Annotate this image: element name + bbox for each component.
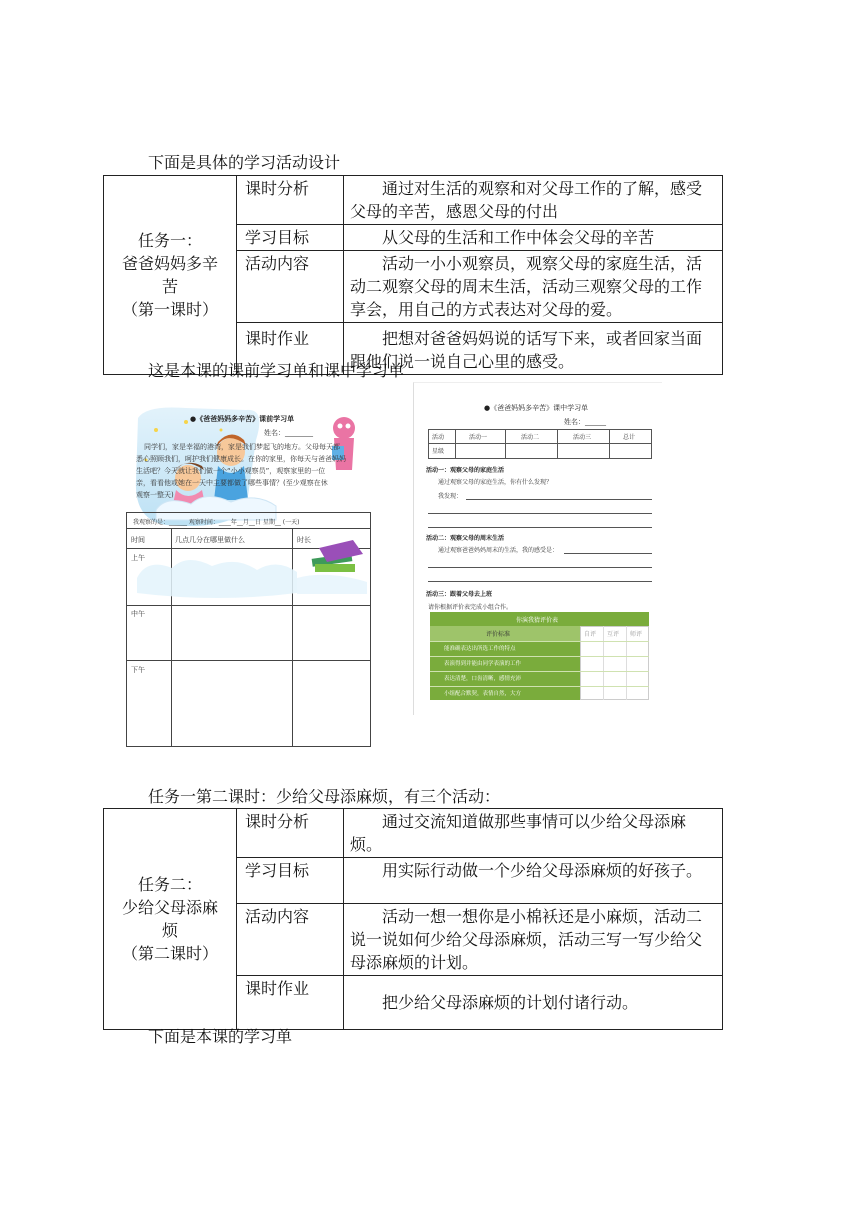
pre-class-worksheet — [126, 400, 370, 746]
grid-cell: 活动三 — [573, 434, 592, 441]
grid-cell: 活动二 — [521, 434, 540, 441]
activity1-question: 通过观察父母的家庭生活，你有什么发现？ — [438, 479, 553, 486]
eval-header: 师评 — [630, 631, 643, 638]
row-content: 用实际行动做一个少给父母添麻烦的好孩子。 — [344, 858, 723, 904]
eval-header: 自评 — [584, 631, 597, 638]
row-label: 学习目标 — [237, 225, 344, 251]
grid-cell: 星级 — [432, 448, 445, 455]
eval-header: 互评 — [607, 631, 620, 638]
col-duration: 时长 — [297, 536, 311, 544]
task-name-line1: 少给父母添麻 — [121, 898, 218, 917]
row-label: 活动内容 — [237, 904, 344, 976]
cloud-decoration — [127, 538, 370, 618]
grid-cell: 总计 — [623, 434, 636, 441]
observation-header: 我观察的是：______ 观察时间：____年__月__日 星期__ (一天) — [133, 519, 300, 526]
row-content: 活动一想一想你是小棉袄还是小麻烦，活动二说一说如何少给父母添麻烦，活动三写一写少给父母添麻烦的计划。 — [344, 904, 723, 976]
grid-cell: 活动一 — [469, 434, 488, 441]
row-content: 把少给父母添麻烦的计划付诸行动。 — [344, 976, 723, 1030]
intro-text-1: 下面是具体的学习活动设计 — [148, 153, 341, 172]
row-label: 学习目标 — [237, 858, 344, 904]
row-content: 活动一小小观察员，观察父母的家庭生活，活动二观察父母的周末生活，活动三观察父母的工作享会，用自己的方式表达对父母的爱。 — [344, 251, 723, 323]
pre-sheet-text-1: 同学们，家是幸福的港湾，家是我们梦起飞的地方。父母每天都 — [144, 443, 340, 451]
eval-row: 小组配合默契，表情自然，大方 — [444, 691, 522, 697]
row-content: 从父母的生活和工作中体会父母的辛苦 — [344, 225, 723, 251]
activity2-title: 活动二：观察父母的周末生活 — [426, 535, 505, 542]
activity2-question: 通过观察爸爸妈妈周末的生活，我的感受是： — [438, 547, 559, 554]
lesson-plan-table-2 — [103, 808, 723, 1030]
row-noon: 中午 — [131, 610, 145, 618]
row-label: 课时分析 — [237, 176, 344, 225]
intro-text-3: 任务一第二课时：少给父母添麻烦，有三个活动： — [148, 787, 501, 806]
task-period: （第二课时） — [121, 944, 218, 963]
intro-text-4: 下面是本课的学习单 — [148, 1027, 293, 1046]
col-time: 时间 — [131, 536, 145, 544]
activity1-title: 活动一：观察父母的家庭生活 — [426, 467, 505, 474]
row-label: 课时分析 — [237, 809, 344, 858]
eval-row: 能准确表达出所选工作的特点 — [444, 646, 516, 652]
row-label: 课时作业 — [237, 976, 344, 1030]
observation-table — [126, 512, 371, 747]
intro-text-2: 这是本课的课前学习单和课中学习单 — [148, 361, 405, 380]
star-grid — [428, 429, 652, 459]
task-cell — [104, 176, 237, 375]
row-content: 通过对生活的观察和对父母工作的了解，感受父母的辛苦，感恩父母的付出 — [344, 176, 723, 225]
grid-cell: 活动 — [432, 434, 445, 441]
activity3-title: 活动三：跟着父母去上班 — [426, 591, 493, 598]
task-title: 任务二： — [137, 875, 202, 894]
task-title: 任务一： — [137, 231, 202, 250]
row-label: 活动内容 — [237, 251, 344, 323]
task-name-line1: 爸爸妈妈多辛 — [121, 254, 218, 273]
row-afternoon: 下午 — [131, 666, 145, 674]
col-activity: 几点几分在哪里做什么 — [175, 536, 245, 544]
row-label: 课时作业 — [237, 323, 344, 375]
in-sheet-title: ●《爸爸妈妈多辛苦》课中学习单 — [484, 404, 589, 412]
eval-row: 表演得到并能由同学表演的工作 — [444, 661, 522, 667]
pre-sheet-text-5: 观察一整天) — [136, 491, 174, 499]
pre-sheet-text-2: 悉心照顾我们，呵护我们健康成长。在你的家里，你每天与爸爸妈妈 — [136, 455, 346, 463]
evaluation-table — [430, 612, 649, 700]
row-content: 把想对爸爸妈妈说的话写下来，或者回家当面跟他们说一说自己心里的感受。 — [344, 323, 723, 375]
pre-sheet-title: ●《爸爸妈妈多辛苦》课前学习单 — [190, 415, 295, 423]
pre-sheet-text-3: 生活吧？今天就让我们做一个“小小观察员”，观察家里的一位 — [136, 467, 326, 475]
pre-sheet-name: 姓名：________ — [264, 429, 313, 437]
eval-title: 你演我猜评价表 — [516, 617, 559, 624]
task-cell — [104, 809, 237, 1030]
lesson-plan-table-1 — [103, 175, 723, 375]
task-period: （第一课时） — [121, 300, 218, 319]
in-sheet-name: 姓名：______ — [564, 418, 606, 426]
task-name-line2: 苦 — [161, 277, 178, 296]
pre-sheet-text-4: 亲，看看他或她在一天中主要都做了哪些事情？(至少观察在休 — [136, 479, 328, 487]
activity3-question: 请你根据评价表完成小组合作。 — [428, 604, 513, 611]
row-content: 通过交流知道做那些事情可以少给父母添麻烦。 — [344, 809, 723, 858]
row-morning: 上午 — [131, 554, 145, 562]
eval-row: 表达清楚，口齿清晰，感情充沛 — [444, 676, 522, 682]
eval-header: 评价标准 — [486, 631, 511, 638]
in-class-worksheet — [413, 382, 662, 715]
task-name-line2: 烦 — [161, 921, 178, 940]
activity1-answer: 我发现： — [438, 493, 463, 500]
